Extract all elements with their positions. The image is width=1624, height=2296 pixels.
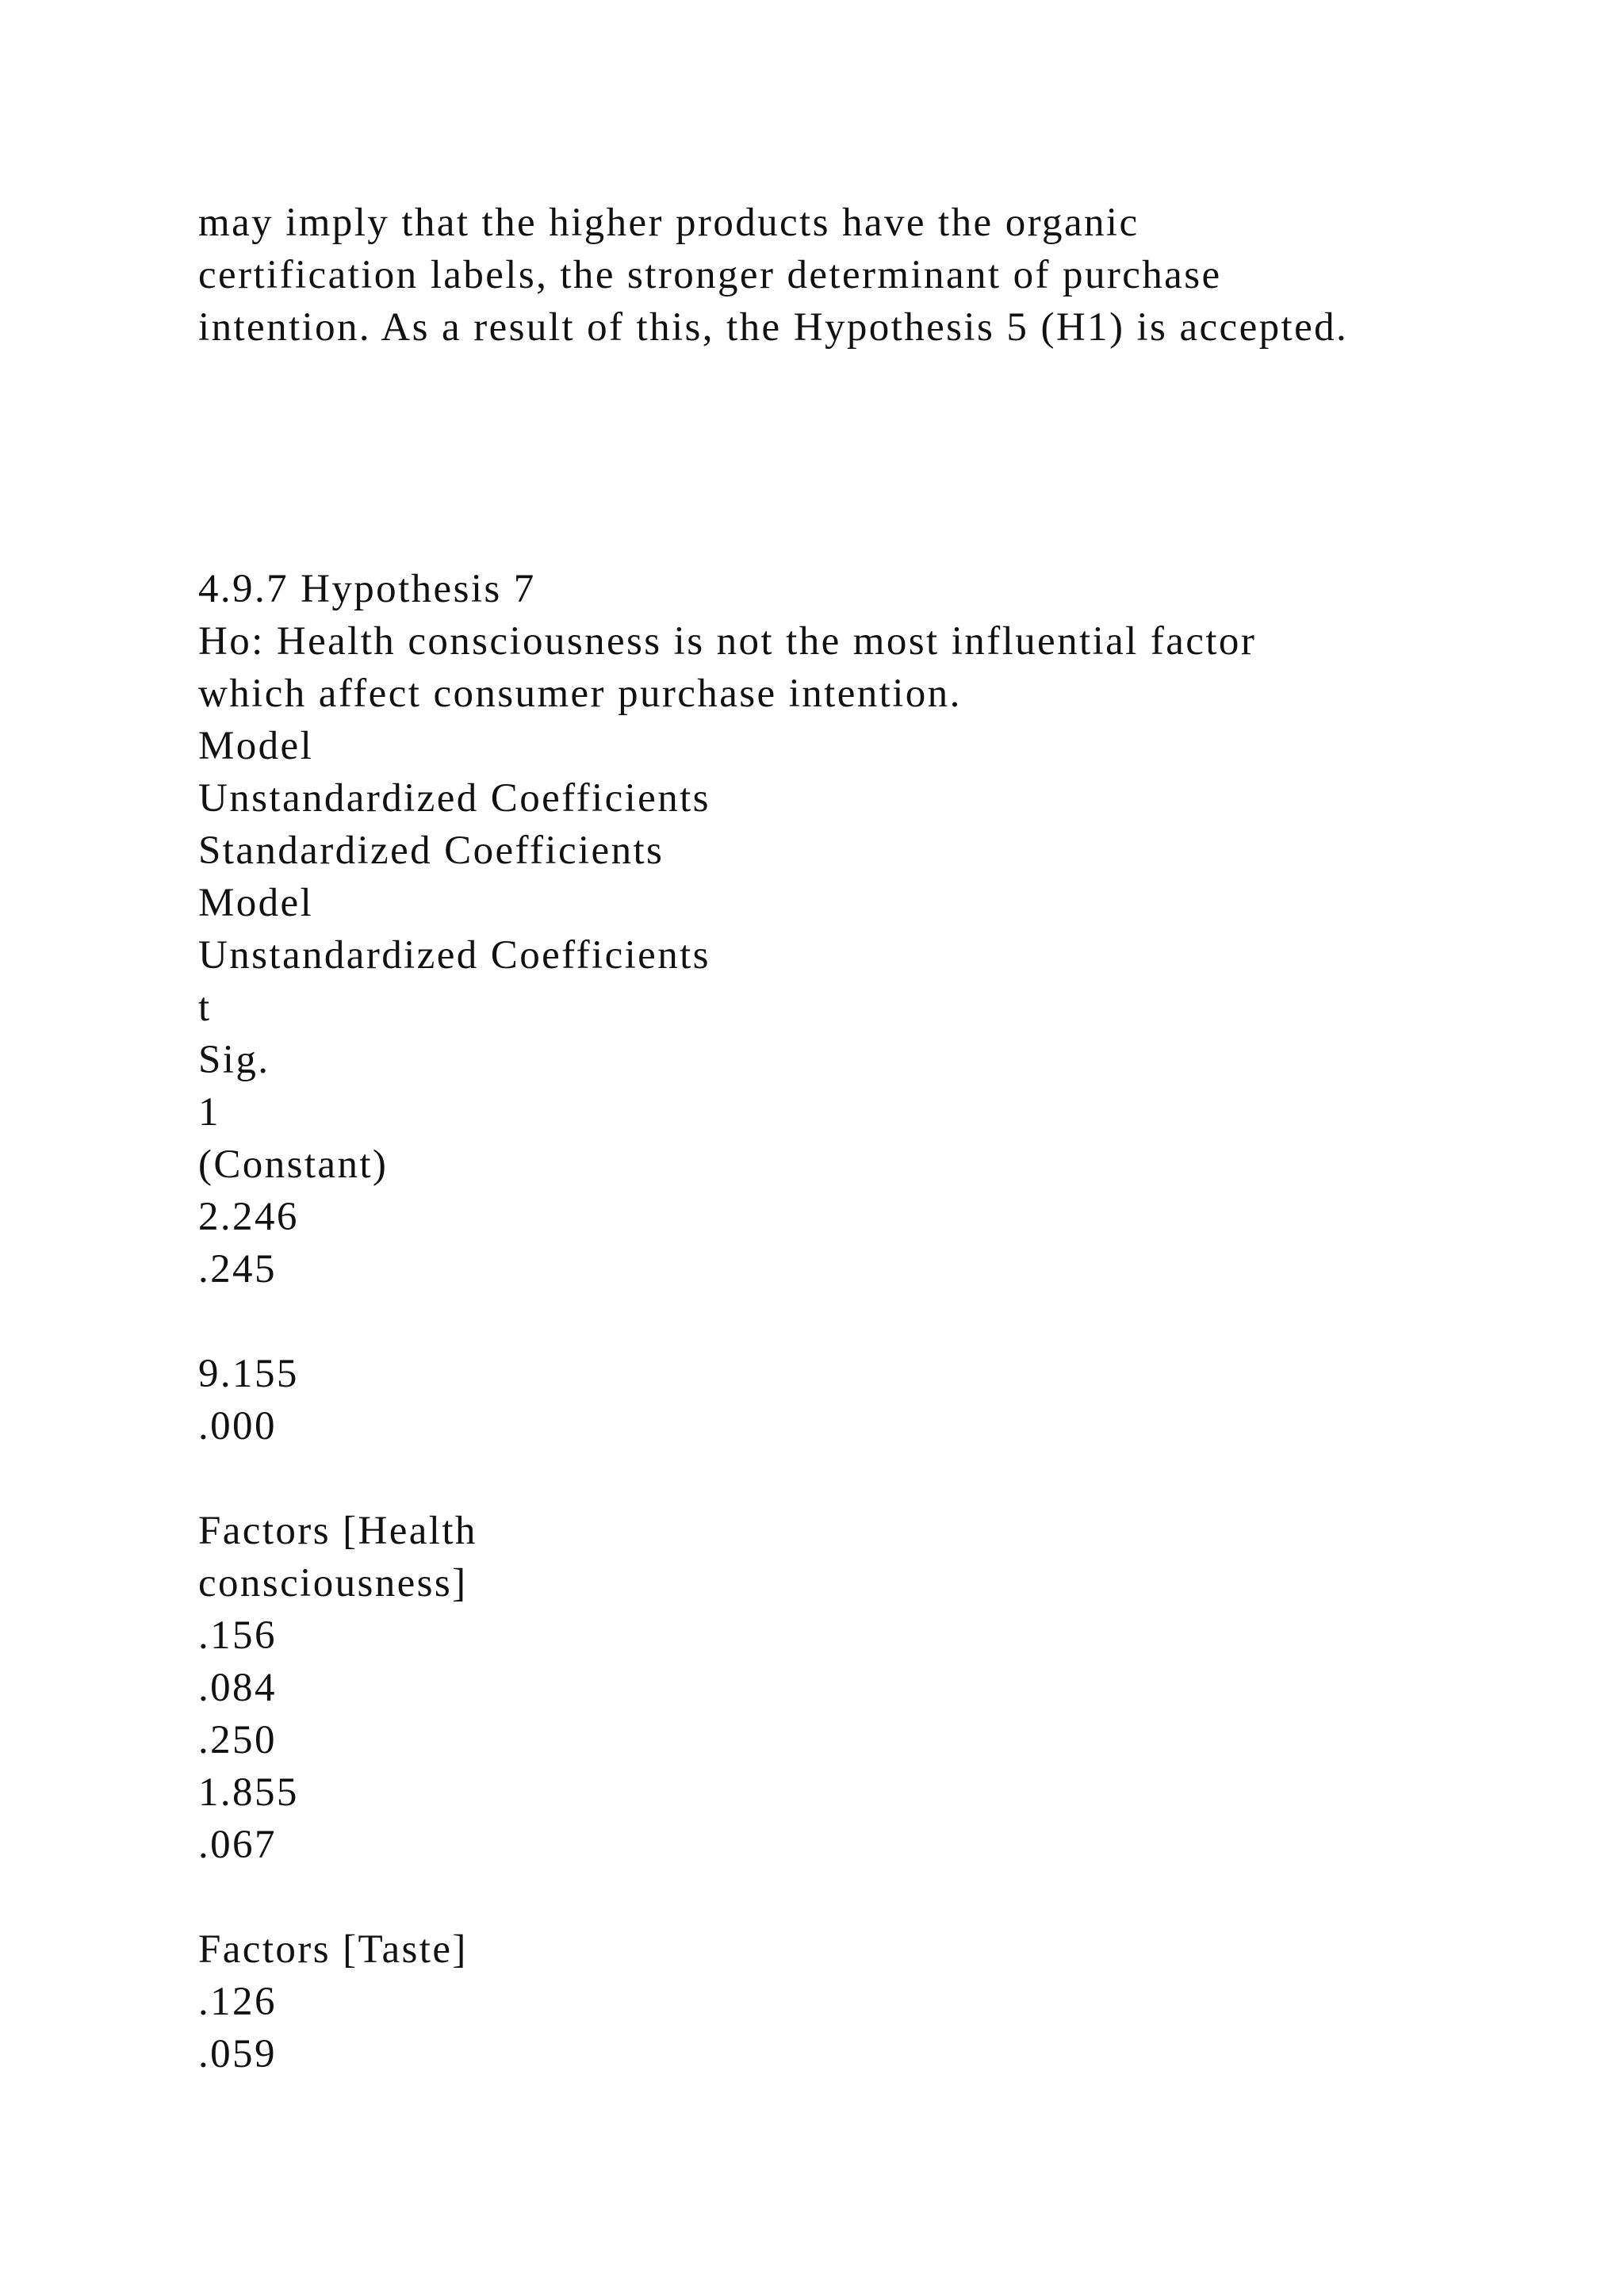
table-cell-value: .084 — [198, 1666, 277, 1710]
table-cell-value: 2.246 — [198, 1195, 299, 1239]
hypothesis-line: Ho: Health consciousness is not the most influential factor — [198, 619, 1257, 664]
table-header-t: t — [198, 985, 212, 1030]
table-header-unstandardized: Unstandardized Coefficients — [198, 933, 710, 978]
table-header-standardized: Standardized Coefficients — [198, 828, 665, 873]
table-cell-value: .126 — [198, 1980, 277, 2024]
table-cell-value: .245 — [198, 1247, 277, 1292]
table-cell-empty — [198, 1452, 1586, 1505]
table-header-model: Model — [198, 881, 314, 925]
section-heading: 4.9.7 Hypothesis 7 — [198, 567, 536, 611]
document-body — [198, 197, 1586, 2080]
table-cell-empty — [198, 1295, 1586, 1348]
table-cell-empty — [198, 1871, 1586, 1923]
intro-line: intention. As a result of this, the Hypothesis 5 (H1) is accepted. — [198, 305, 1349, 350]
table-row-label-taste: Factors [Taste] — [198, 1927, 468, 1972]
table-cell-value: 9.155 — [198, 1352, 299, 1396]
hypothesis-line: which affect consumer purchase intention. — [198, 672, 962, 716]
table-row-label-health: Factors [Health — [198, 1509, 477, 1553]
table-model-number: 1 — [198, 1090, 220, 1135]
table-header-model: Model — [198, 724, 314, 768]
table-header-sig: Sig. — [198, 1038, 270, 1082]
table-cell-value: 1.855 — [198, 1770, 299, 1815]
table-row-label-health: consciousness] — [198, 1561, 468, 1605]
intro-line: may imply that the higher products have the organic — [198, 201, 1139, 245]
intro-line: certification labels, the stronger determinant of purchase — [198, 253, 1222, 297]
paragraph-spacer — [198, 354, 1586, 563]
table-cell-value: .000 — [198, 1404, 277, 1448]
table-row-label-constant: (Constant) — [198, 1142, 389, 1187]
table-cell-value: .059 — [198, 2032, 277, 2076]
table-cell-value: .067 — [198, 1823, 277, 1867]
table-cell-value: .250 — [198, 1718, 277, 1762]
table-header-unstandardized: Unstandardized Coefficients — [198, 776, 710, 821]
table-cell-value: .156 — [198, 1613, 277, 1658]
